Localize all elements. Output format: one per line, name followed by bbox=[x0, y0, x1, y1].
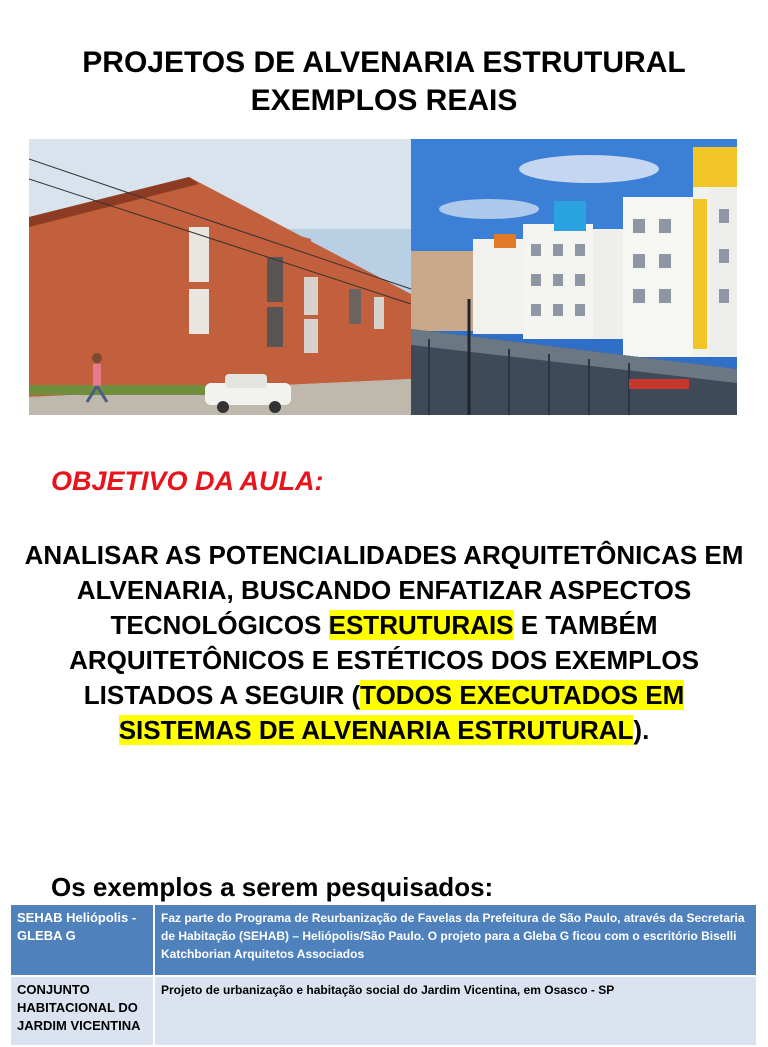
project-name-cell: CONJUNTO HABITACIONAL DO JARDIM VICENTINA bbox=[10, 976, 154, 1046]
project-description-cell: Projeto de urbanização e habitação social do Jardim Vicentina, em Osasco - SP bbox=[154, 976, 757, 1046]
objective-text-part3: ). bbox=[633, 715, 650, 745]
title-line-2: EXEMPLOS REAIS bbox=[250, 84, 518, 117]
table-row bbox=[10, 904, 757, 976]
examples-heading: Os exemplos a serem pesquisados: bbox=[51, 872, 494, 902]
project-name-cell: SEHAB Heliópolis - GLEBA G bbox=[10, 904, 154, 976]
objective-text-part2: E TAMBÉM ARQUITETÔNICOS E ESTÉTICOS DOS EXEMPLOS LISTADOS A SEGUIR ( bbox=[69, 610, 699, 710]
title-line-1: PROJETOS DE ALVENARIA ESTRUTURAL bbox=[82, 46, 686, 79]
objective-body bbox=[20, 538, 748, 748]
objective-text-part1: ANALISAR AS POTENCIALIDADES ARQUITETÔNICAS EM ALVENARIA, BUSCANDO ENFATIZAR ASPECTOS TECNOLÓGICOS bbox=[24, 540, 744, 640]
highlight-todos-executados: TODOS EXECUTADOS EM SISTEMAS DE ALVENARIA ESTRUTURAL bbox=[118, 680, 685, 745]
photo-strip bbox=[29, 139, 737, 415]
examples-table bbox=[9, 903, 758, 1047]
objective-heading: OBJETIVO DA AULA: bbox=[51, 466, 324, 496]
brick-building-photo bbox=[29, 139, 411, 415]
project-description-cell: Faz parte do Programa de Reurbanização de Favelas da Prefeitura de São Paulo, através da Secretaria de Habitação (SEHAB) – Heliópolis/São Paulo. O projeto para a Gleba G ficou com o escritório Biselli Katchborian Arquitetos Associados bbox=[154, 904, 757, 976]
apartment-blocks-photo bbox=[411, 139, 737, 415]
highlight-estruturais: ESTRUTURAIS bbox=[328, 610, 514, 640]
table-row bbox=[10, 976, 757, 1046]
slide-title bbox=[0, 44, 768, 120]
